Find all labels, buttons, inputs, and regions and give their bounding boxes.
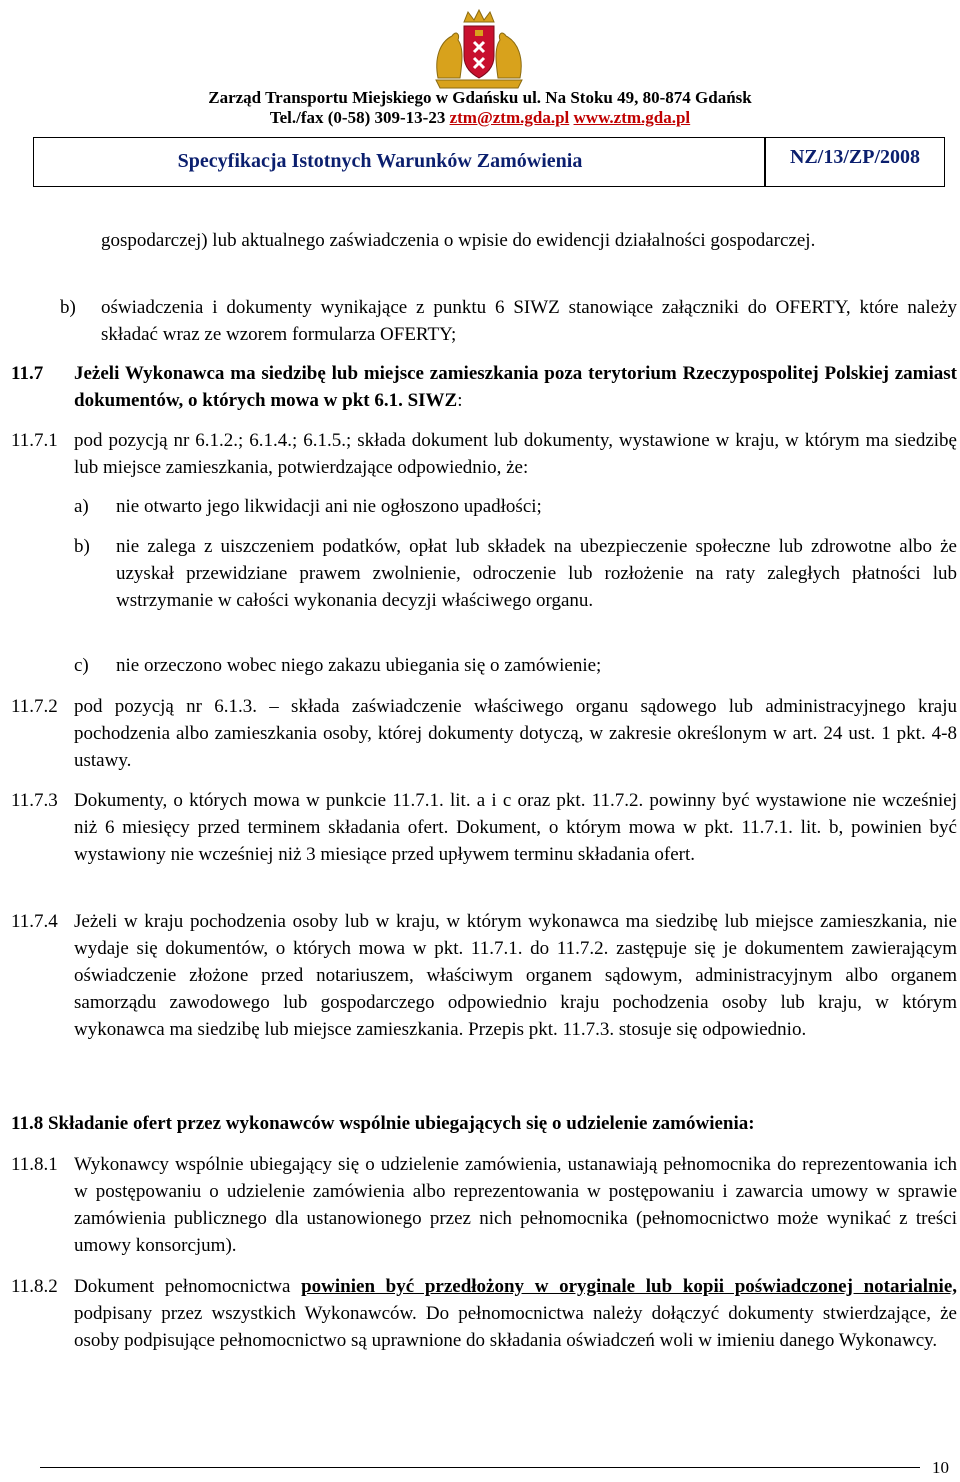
section-11-8-1-number: 11.8.1 (11, 1154, 58, 1175)
spec-title: Specyfikacja Istotnych Warunków Zamówienia (177, 150, 583, 172)
header-address: Zarząd Transportu Miejskiego w Gdańsku ul. Na Stoku 49, 80-874 Gdańsk (208, 88, 752, 107)
section-11-7-4-text: Jeżeli w kraju pochodzenia osoby lub w kraju, w którym wykonawca ma siedzibę lub miejsce zamieszkania, nie wydaje się dokumentów, o których mowa w pkt. 11.7.1. do 11.7.2. zastępuje się je dokumentem zawierającym oświadczenie złożone przed notariuszem, właściwym organem sądowym, administracyjnym albo organem samorządu zawodowego lub gospodarczego odpowiednio kraju pochodzenia osoby lub kraju, w którym wykonawca ma siedzibę lub miejsce zamieszkania. Przepis pkt. 11.7.3. stosuje się odpowiednio. (74, 911, 957, 1040)
list-label-c: c) (74, 655, 89, 676)
header-website-link[interactable]: www.ztm.gda.pl (573, 108, 691, 127)
header-email-link[interactable]: ztm@ztm.gda.pl (449, 108, 570, 127)
section-11-8-2-post: podpisany przez wszystkich Wykonawców. Do pełnomocnictwa należy dołączyć dokumenty stwierdzające, że osoby podpisujące pełnomocnictwo są uprawnione do składania oświadczeń woli w imieniu danego Wykonawcy. (74, 1303, 957, 1351)
footer-divider (40, 1467, 920, 1468)
section-11-8-1-text: Wykonawcy wspólnie ubiegający się o udzielenie zamówienia, ustanawiają pełnomocnika do reprezentowania ich w postępowaniu o udzielenie zamówienia albo reprezentowania w postępowaniu i zawarcia umowy w sprawie zamówienia publicznego dla ustanowionego przez nich pełnomocnika (pełnomocnictwo może wynikać z treści umowy konsorcjum). (74, 1154, 957, 1256)
list-label-b2: b) (74, 536, 90, 557)
page-number: 10 (932, 1458, 949, 1477)
list-label-a: a) (74, 496, 89, 517)
section-11-8-2-text (74, 1273, 957, 1354)
section-11-7-2-number: 11.7.2 (11, 696, 58, 717)
list-item-a: nie otwarto jego likwidacji ani nie ogłoszono upadłości; (116, 496, 542, 517)
paragraph-continuation: gospodarczej) lub aktualnego zaświadczenia o wpisie do ewidencji działalności gospodarczej. (101, 230, 816, 251)
gdansk-crest-logo (430, 8, 528, 90)
doc-number: NZ/13/ZP/2008 (789, 146, 920, 168)
section-11-7-1-number: 11.7.1 (11, 430, 58, 451)
section-11-7-3-number: 11.7.3 (11, 790, 58, 811)
section-11-8-heading: 11.8 Składanie ofert przez wykonawców wspólnie ubiegających się o udzielenie zamówienia: (11, 1113, 755, 1134)
section-11-8-2-underlined: powinien być przedłożony w oryginale lub kopii poświadczonej notarialnie, (301, 1276, 957, 1297)
section-11-7-text (74, 360, 957, 414)
section-11-7-number: 11.7 (11, 363, 44, 384)
list-item-b: nie zalega z uiszczeniem podatków, opłat lub składek na ubezpieczenie społeczne lub zdrowotne albo że uzyskał przewidziane prawem zwolnienie, odroczenie lub rozłożenie na raty zaległych płatności lub wstrzymanie w całości wykonania decyzji właściwego organu. (116, 536, 957, 611)
section-11-7-1-text: pod pozycją nr 6.1.2.; 6.1.4.; 6.1.5.; składa dokument lub dokumenty, wystawione w kraju, w którym ma siedzibę lub miejsce zamieszkania, potwierdzające odpowiednio, że: (74, 430, 957, 478)
section-11-7-4-number: 11.7.4 (11, 911, 58, 932)
section-11-7-body: Jeżeli Wykonawca ma siedzibę lub miejsce zamieszkania poza terytorium Rzeczypospolitej Polskiej zamiast dokumentów, o których mowa w pkt 6.1. SIWZ (74, 363, 957, 411)
section-11-8-2-number: 11.8.2 (11, 1276, 58, 1297)
list-item-c: nie orzeczono wobec niego zakazu ubiegania się o zamówienie; (116, 655, 602, 676)
section-11-7-2-text: pod pozycją nr 6.1.3. – składa zaświadczenie właściwego organu sądowego lub administracyjnego kraju pochodzenia albo zamieszkania osoby, której dokumenty dotyczą, w zakresie określonym w art. 24 ust. 1 pkt. 4-8 ustawy. (74, 696, 957, 771)
header-phone: Tel./fax (0-58) 309-13-23 (269, 108, 450, 127)
section-11-8-2-pre: Dokument pełnomocnictwa (74, 1276, 302, 1297)
header-contact (0, 108, 960, 128)
section-11-7-3-text: Dokumenty, o których mowa w punkcie 11.7.1. lit. a i c oraz pkt. 11.7.2. powinny być wystawione nie wcześniej niż 6 miesięcy przed terminem składania ofert. Dokument, o którym mowa w pkt. 11.7.1. lit. b, powinien być wystawiony nie wcześniej niż 3 miesiące przed upływem terminu składania ofert. (74, 790, 957, 865)
section-11-7-colon: : (457, 390, 463, 411)
paragraph-b: oświadczenia i dokumenty wynikające z punktu 6 SIWZ stanowiące załączniki do OFERTY, które należy składać wraz ze wzorem formularza OFERTY; (101, 297, 957, 345)
list-label-b: b) (60, 297, 76, 318)
